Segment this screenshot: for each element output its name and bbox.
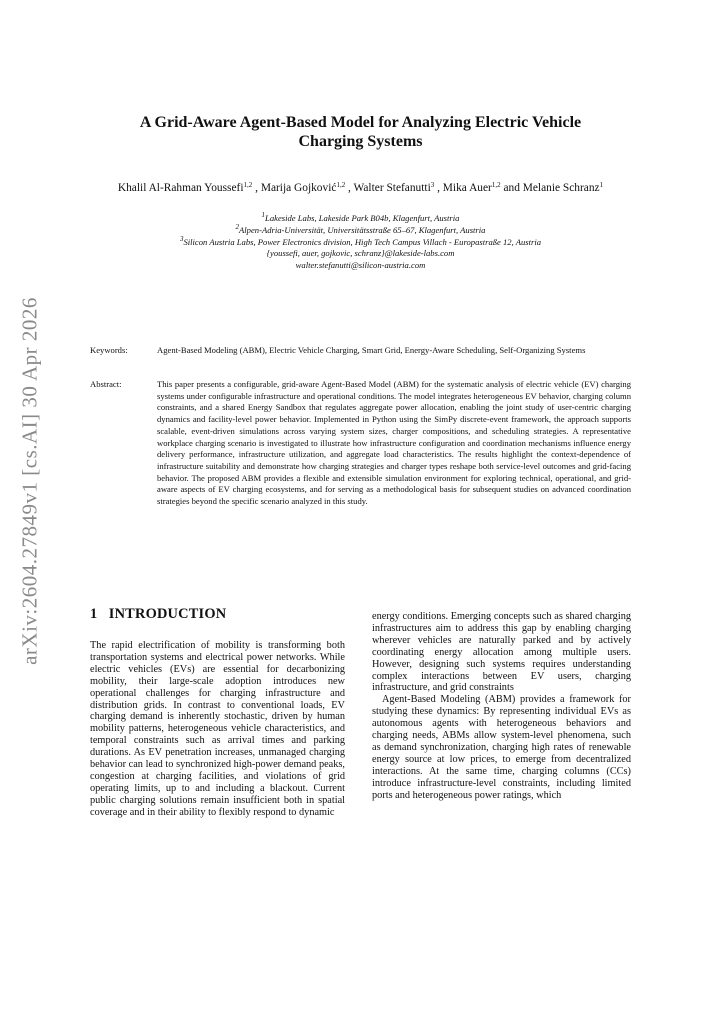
- keywords-label: Keywords:: [90, 345, 128, 355]
- author-list: [90, 181, 631, 195]
- affiliations: [90, 213, 631, 272]
- body-column-right: [372, 611, 631, 802]
- affiliation-1: $^1$Lakeside Labs, Lakeside Park B04b, Klagenfurt, Austria: [261, 211, 460, 223]
- section-heading-introduction: 1 INTRODUCTION: [90, 606, 227, 622]
- arxiv-identifier: [10, 297, 50, 665]
- abstract-block: [90, 379, 631, 508]
- author-affil-mark: 1,2: [243, 181, 253, 189]
- author-name: Khalil Al-Rahman Youssefi: [117, 182, 244, 194]
- author-name: and Melanie Schranz: [503, 182, 600, 194]
- keywords-block: [90, 345, 631, 357]
- affiliation-2: $^2$Alpen-Adria-Universität, Universitätsstraße 65–67, Klagenfurt, Austria: [235, 222, 486, 235]
- author-affil-mark: 3: [430, 181, 435, 189]
- author-affil-mark: 1: [599, 181, 604, 189]
- author-name: , Marija Gojković: [255, 182, 337, 194]
- author-name: , Mika Auer: [437, 182, 492, 194]
- abstract-label: Abstract:: [90, 379, 122, 389]
- affiliation-3: $^3$Silicon Austria Labs, Power Electronics division, High Tech Campus Villach - Europastraße 12, Austria: [179, 234, 542, 247]
- intro-paragraph-1: The rapid electrification of mobility is transforming both transportation systems and electrical power networks. While electric vehicles (EVs) are essential for decarbonizing mobility, their large-scale adoption introduces new operational challenges for charging infrastructure and distribution grids. In contrast to conventional loads, EV charging demand is inherently stochastic, driven by human mobility patterns, heterogeneous vehicle characteristics, and temporal constraints such as arrival times and parking durations. As EV penetration increases, unmanaged charging behavior can lead to synchronized high-power demand peaks, congestion at charging facilities, and violations of grid operating limits, up to and including a blackout. Current public charging solutions remain insufficient both in spatial coverage and in their ability to flexibly respond to dynamic: [90, 640, 345, 818]
- email-line-2: walter.stefanutti@silicon-austria.com: [295, 260, 426, 271]
- author-affil-mark: 1,2: [491, 181, 501, 189]
- intro-paragraph-2: Agent-Based Modeling (ABM) provides a framework for studying these dynamics: By representing individual EVs as autonomous agents with heterogeneous behaviors and charging needs, ABMs allow system-level phenomena, such as demand synchronization, charging high rates of renewable energy source at low prices, to emerge from decentralized interactions. At the same time, charging columns (CCs) introduce infrastructure-level constraints, including limited ports and heterogeneous power ratings, which: [372, 694, 631, 801]
- paper-title: [90, 113, 631, 151]
- title-line-1: A Grid-Aware Agent-Based Model for Analyzing Electric Vehicle: [139, 114, 582, 131]
- author-affil-mark: 1,2: [336, 181, 346, 189]
- abstract-text: This paper presents a configurable, grid-aware Agent-Based Model (ABM) for the systematic analysis of electric vehicle (EV) charging systems under configurable infrastructure and operational conditions. The model integrates heterogeneous EV behavior, charging column constraints, and a shared Energy Sandbox that regulates aggregate power allocation, enabling the joint study of user-centric charging dynamics and facility-level power behavior. Implemented in Python using the SimPy discrete-event framework, the approach supports scalable, event-driven simulations across varying system sizes, charger compositions, and scheduling strategies. A representative workplace charging scenario is investigated to illustrate how infrastructure configuration and coordination mechanisms influence energy delivery performance, infrastructure utilization, and aggregate load characteristics. The results highlight the context-dependence of infrastructure suitability and demonstrate how charging strategies and charger types reshape both service-level outcomes and grid-facing behavior. The proposed ABM provides a flexible and extensible simulation environment for exploring technical, operational, and grid-aware aspects of EV charging ecosystems, and for serving as a methodological basis for subsequent studies on advanced coordination strategies beyond the specific scenario analyzed in this study.: [157, 379, 631, 507]
- author-name: , Walter Stefanutti: [348, 182, 431, 194]
- arxiv-identifier-text: arXiv:2604.27849v1 [cs.AI] 30 Apr 2026: [17, 297, 42, 665]
- email-line-1: {youssefi, auer, gojkovic, schranz}@lakeside-labs.com: [266, 248, 455, 259]
- body-column-left: [90, 640, 345, 819]
- keywords-text: Agent-Based Modeling (ABM), Electric Vehicle Charging, Smart Grid, Energy-Aware Scheduling, Self-Organizing Systems: [157, 345, 586, 355]
- intro-paragraph-1-continued: energy conditions. Emerging concepts such as shared charging infrastructures aim to address this gap by enabling charging wherever vehicles are naturally parked and by actively coordinating energy allocation among multiple users. However, designing such systems requires understanding complex interactions between EV users, charging infrastructure, and grid constraints: [372, 611, 631, 694]
- title-line-2: Charging Systems: [298, 133, 423, 150]
